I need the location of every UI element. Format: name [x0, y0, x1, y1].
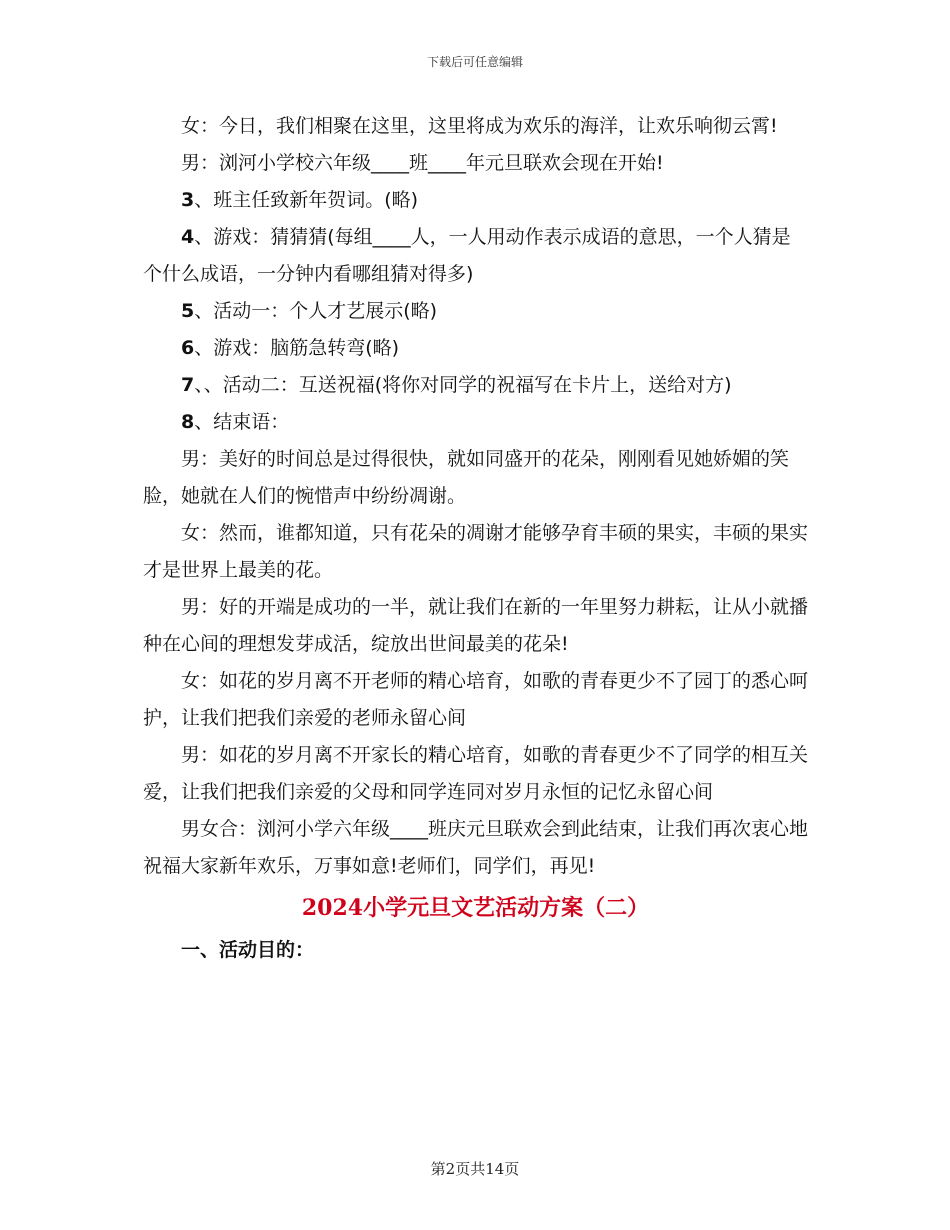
section-heading: 一、活动目的：: [181, 939, 315, 961]
paragraph-3: [143, 219, 808, 293]
page-header-note: 下载后可任意编辑: [426, 55, 523, 69]
item-number: 8: [181, 411, 195, 433]
paragraph-8: [143, 441, 808, 515]
paragraph-12: [143, 737, 808, 811]
item-number: 4: [181, 226, 195, 248]
paragraph-11: [143, 663, 808, 737]
paragraph-text: 男女合：浏河小学六年级____班庆元旦联欢会到此结束，让我们再次衷心地祝福大家新年欢乐，万事如意!老师们，同学们，再见!: [143, 818, 809, 877]
paragraph-text: 女：如花的岁月离不开老师的精心培育，如歌的青春更少不了园丁的悉心呵护，让我们把我们亲爱的老师永留心间: [143, 670, 809, 729]
paragraph-5: [143, 330, 808, 367]
paragraph-1: [143, 145, 808, 182]
item-number: 3: [181, 189, 195, 211]
paragraph-text: 、、活动二：互送祝福(将你对同学的祝福写在卡片上，送给对方): [194, 374, 732, 396]
paragraph-7: [143, 404, 808, 441]
paragraph-text: 、游戏：猜猜猜(每组____人，一人用动作表示成语的意思，一个人猜是个什么成语，一分钟内看哪组猜对得多): [143, 226, 791, 285]
document-body: [143, 108, 808, 969]
paragraph-text: 男：浏河小学校六年级____班____年元旦联欢会现在开始!: [181, 152, 664, 174]
paragraph-6: [143, 367, 808, 404]
paragraph-13: [143, 811, 808, 885]
paragraph-text: 男：美好的时间总是过得很快，就如同盛开的花朵，刚刚看见她娇媚的笑脸，她就在人们的惋惜声中纷纷凋谢。: [143, 448, 790, 507]
paragraph-9: [143, 515, 808, 589]
paragraph-text: 、班主任致新年贺词。(略): [194, 189, 419, 211]
paragraph-0: [143, 108, 808, 145]
paragraph-text: 男：好的开端是成功的一半，就让我们在新的一年里努力耕耘，让从小就播种在心间的理想发芽成活，绽放出世间最美的花朵!: [143, 596, 809, 655]
paragraph-text: 、活动一：个人才艺展示(略): [194, 300, 438, 322]
paragraph-4: [143, 293, 808, 330]
item-number: 7: [181, 374, 195, 396]
paragraph-text: 、游戏：脑筋急转弯(略): [194, 337, 400, 359]
paragraph-10: [143, 589, 808, 663]
paragraph-2: [143, 182, 808, 219]
paragraph-text: 女：然而，谁都知道，只有花朵的凋谢才能够孕育丰硕的果实，丰硕的果实才是世界上最美的花。: [143, 522, 809, 581]
item-number: 6: [181, 337, 195, 359]
paragraph-text: 男：如花的岁月离不开家长的精心培育，如歌的青春更少不了同学的相互关爱，让我们把我们亲爱的父母和同学连同对岁月永恒的记忆永留心间: [143, 744, 809, 803]
section-title: 2024小学元旦文艺活动方案（二）: [301, 895, 650, 921]
paragraph-text: 女：今日，我们相聚在这里，这里将成为欢乐的海洋，让欢乐响彻云霄!: [181, 115, 778, 137]
item-number: 5: [181, 300, 195, 322]
paragraph-text: 、结束语：: [194, 411, 290, 433]
page-number: 第2页共14页: [430, 1160, 520, 1178]
